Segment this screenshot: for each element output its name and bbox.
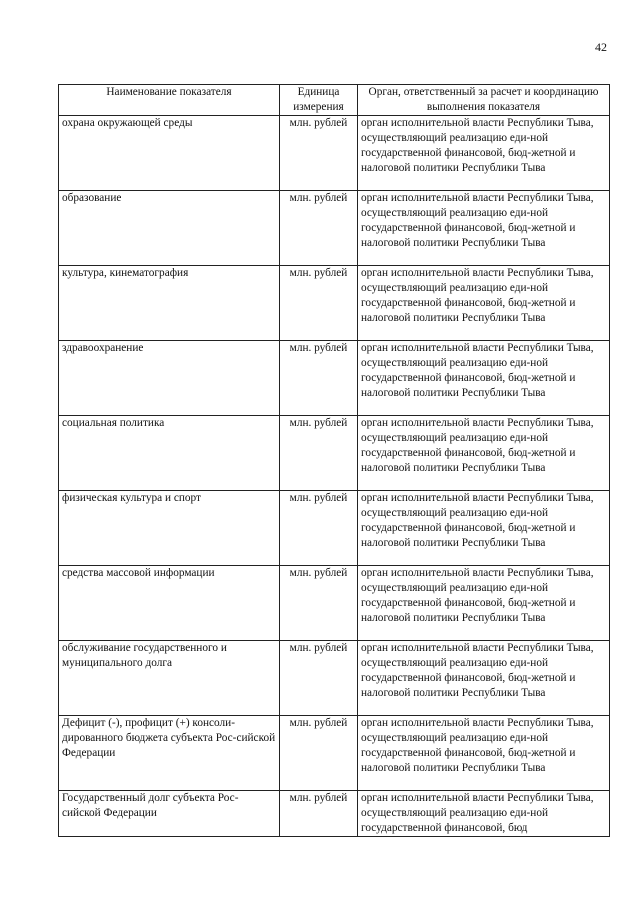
table-row	[59, 791, 610, 837]
table-row	[59, 191, 610, 266]
indicator-name: социальная политика	[59, 416, 280, 491]
responsible-organ: орган исполнительной власти Республики Тыва, осуществляющий реализацию еди-ной государственной финансовой, бюд-жетной и налоговой политики Республики Тыва	[358, 641, 610, 716]
page-number: 42	[595, 40, 607, 54]
header-responsible-organ: Орган, ответственный за расчет и координацию выполнения показателя	[358, 85, 610, 116]
table-row	[59, 116, 610, 191]
indicator-name: здравоохранение	[59, 341, 280, 416]
responsible-organ: орган исполнительной власти Республики Тыва, осуществляющий реализацию еди-ной государственной финансовой, бюд-жетной и налоговой политики Республики Тыва	[358, 416, 610, 491]
unit: млн. рублей	[280, 416, 358, 491]
header-indicator-name: Наименование показателя	[59, 85, 280, 116]
indicator-name: обслуживание государственного и муниципального долга	[59, 641, 280, 716]
header-unit: Единица измерения	[280, 85, 358, 116]
table-row	[59, 716, 610, 791]
responsible-organ: орган исполнительной власти Республики Тыва, осуществляющий реализацию еди-ной государственной финансовой, бюд-жетной и налоговой политики Республики Тыва	[358, 341, 610, 416]
unit: млн. рублей	[280, 491, 358, 566]
table-header-row	[59, 85, 610, 116]
responsible-organ: орган исполнительной власти Республики Тыва, осуществляющий реализацию еди-ной государственной финансовой, бюд-жетной и налоговой политики Республики Тыва	[358, 191, 610, 266]
indicator-name: Дефицит (-), профицит (+) консоли-дированного бюджета субъекта Рос-сийской Федерации	[59, 716, 280, 791]
unit: млн. рублей	[280, 116, 358, 191]
unit: млн. рублей	[280, 191, 358, 266]
unit: млн. рублей	[280, 791, 358, 837]
responsible-organ-text: орган исполнительной власти Республики Тыва, осуществляющий реализацию еди-ной государственной финансовой, бюд	[361, 792, 594, 834]
indicator-name: Государственный долг субъекта Рос-сийской Федерации	[59, 791, 280, 837]
responsible-organ: орган исполнительной власти Республики Тыва, осуществляющий реализацию еди-ной государственной финансовой, бюд-жетной и налоговой политики Республики Тыва	[358, 716, 610, 791]
unit: млн. рублей	[280, 641, 358, 716]
responsible-organ	[358, 791, 610, 837]
table-row	[59, 491, 610, 566]
table-row	[59, 566, 610, 641]
indicator-name: образование	[59, 191, 280, 266]
unit: млн. рублей	[280, 716, 358, 791]
responsible-organ: орган исполнительной власти Республики Тыва, осуществляющий реализацию еди-ной государственной финансовой, бюд-жетной и налоговой политики Республики Тыва	[358, 266, 610, 341]
indicator-name: охрана окружающей среды	[59, 116, 280, 191]
responsible-organ: орган исполнительной власти Республики Тыва, осуществляющий реализацию еди-ной государственной финансовой, бюд-жетной и налоговой политики Республики Тыва	[358, 491, 610, 566]
table-row	[59, 416, 610, 491]
unit: млн. рублей	[280, 341, 358, 416]
table-row	[59, 641, 610, 716]
indicator-name: средства массовой информации	[59, 566, 280, 641]
responsible-organ: орган исполнительной власти Республики Тыва, осуществляющий реализацию еди-ной государственной финансовой, бюд-жетной и налоговой политики Республики Тыва	[358, 116, 610, 191]
unit: млн. рублей	[280, 566, 358, 641]
unit: млн. рублей	[280, 266, 358, 341]
table-row	[59, 341, 610, 416]
table-row	[59, 266, 610, 341]
responsible-organ: орган исполнительной власти Республики Тыва, осуществляющий реализацию еди-ной государственной финансовой, бюд-жетной и налоговой политики Республики Тыва	[358, 566, 610, 641]
indicator-name: культура, кинематография	[59, 266, 280, 341]
indicators-table	[58, 84, 610, 837]
indicator-name: физическая культура и спорт	[59, 491, 280, 566]
